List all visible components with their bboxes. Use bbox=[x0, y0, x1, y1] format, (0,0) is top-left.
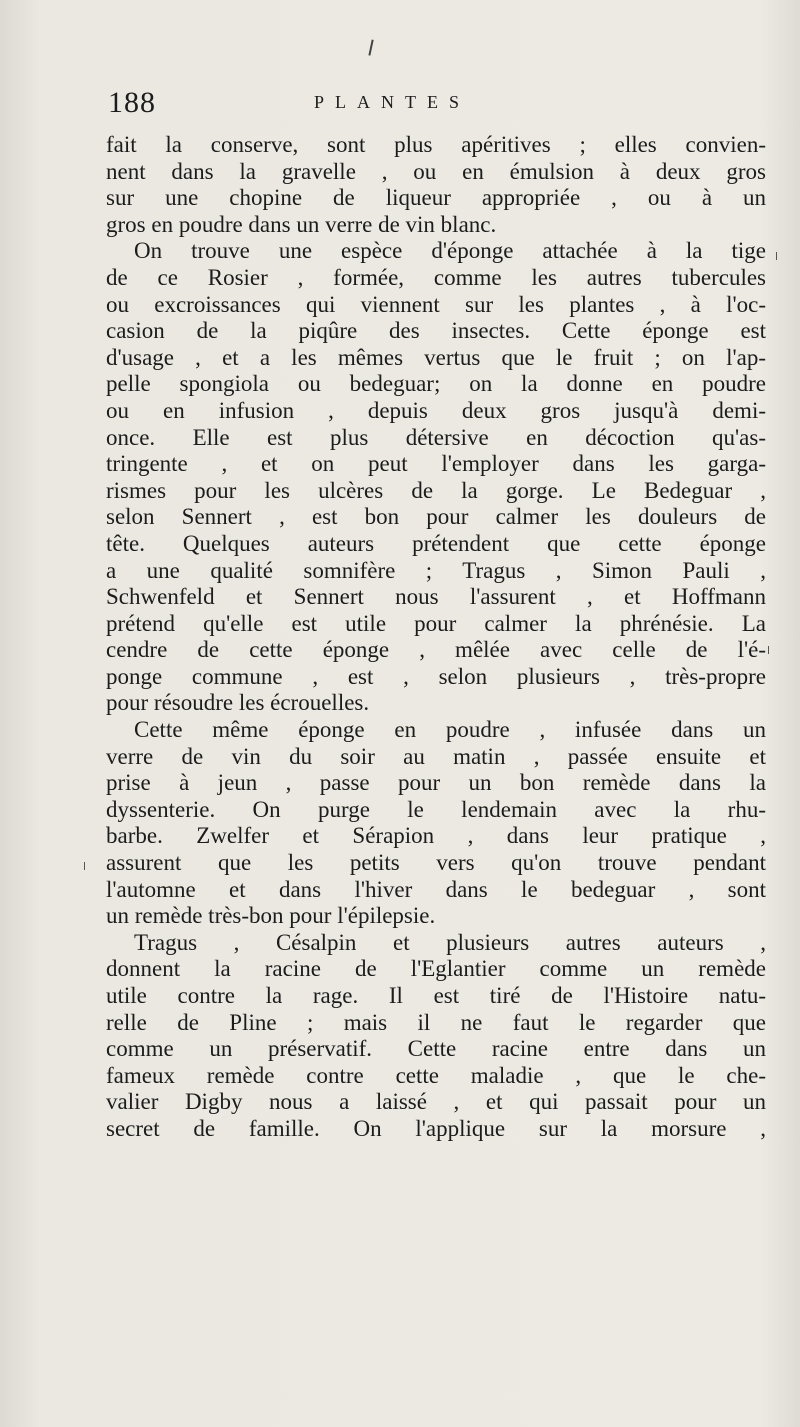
text-line: secret de famille. On l'applique sur la morsure , bbox=[106, 1115, 766, 1141]
page-header bbox=[108, 86, 788, 126]
text-line: fameux remède contre cette maladie , que le che- bbox=[106, 1062, 766, 1088]
text-line: cendre de cette éponge , mêlée avec celle de l'é- bbox=[106, 637, 766, 663]
text-line: un remède très-bon pour l'épilepsie. bbox=[106, 903, 436, 929]
body-text bbox=[106, 132, 766, 1143]
paragraph-start-line: Tragus , Césalpin et plusieurs autres auteurs , bbox=[134, 929, 766, 955]
ink-mark bbox=[368, 40, 377, 57]
text-line: d'usage , et a les mêmes vertus que le fruit ; on l'ap- bbox=[106, 344, 766, 370]
text-line: nent dans la gravelle , ou en émulsion à deux gros bbox=[106, 158, 766, 184]
text-line: verre de vin du soir au matin , passée ensuite et bbox=[106, 743, 766, 769]
margin-mark bbox=[768, 646, 772, 654]
text-line: comme un préservatif. Cette racine entre dans un bbox=[106, 1036, 766, 1062]
paragraph-start-line: Cette même éponge en poudre , infusée dans un bbox=[134, 717, 766, 743]
text-line: ou excroissances qui viennent sur les plantes , à l'oc- bbox=[106, 291, 766, 317]
text-line: utile contre la rage. Il est tiré de l'Histoire natu- bbox=[106, 983, 766, 1008]
text-line: casion de la piqûre des insectes. Cette éponge est bbox=[106, 318, 766, 344]
text-line: ponge commune , est , selon plusieurs , très-propre bbox=[106, 663, 766, 689]
text-line: l'automne et dans l'hiver dans le bedeguar , sont bbox=[106, 876, 766, 902]
text-line: gros en poudre dans un verre de vin blanc. bbox=[106, 211, 497, 237]
text-line: pour résoudre les écrouelles. bbox=[106, 690, 370, 716]
text-line: prétend qu'elle est utile pour calmer la phrénésie. La bbox=[106, 610, 766, 636]
text-line: dyssenterie. On purge le lendemain avec la rhu- bbox=[106, 796, 766, 822]
text-line: assurent que les petits vers qu'on trouve pendant bbox=[106, 850, 766, 876]
text-line: relle de Pline ; mais il ne faut le regarder que bbox=[106, 1009, 766, 1035]
text-line: once. Elle est plus détersive en décoction qu'as- bbox=[106, 424, 766, 450]
text-line: selon Sennert , est bon pour calmer les douleurs de bbox=[106, 504, 766, 530]
text-line: pelle spongiola ou bedeguar; on la donne en poudre bbox=[106, 371, 766, 397]
text-line: tête. Quelques auteurs prétendent que cette éponge bbox=[106, 530, 766, 556]
paragraph-start-line: On trouve une espèce d'éponge attachée à la tige bbox=[134, 238, 766, 264]
text-line: prise à jeun , passe pour un bon remède dans la bbox=[106, 770, 766, 796]
text-line: rismes pour les ulcères de la gorge. Le Bedeguar , bbox=[106, 477, 766, 503]
text-line: de ce Rosier , formée, comme les autres tubercules bbox=[106, 264, 766, 290]
margin-mark bbox=[84, 862, 88, 870]
running-title: PLANTES bbox=[314, 92, 471, 112]
text-line: a une qualité somnifère ; Tragus , Simon Pauli , bbox=[106, 557, 766, 583]
page-number: 188 bbox=[108, 86, 156, 119]
margin-mark bbox=[776, 252, 780, 260]
text-line: tringente , et on peut l'employer dans les garga- bbox=[106, 451, 766, 477]
text-line: fait la conserve, sont plus apéritives ; elles convien- bbox=[106, 132, 766, 157]
text-line: barbe. Zwelfer et Sérapion , dans leur pratique , bbox=[106, 823, 766, 849]
text-line: valier Digby nous a laissé , et qui passait pour un bbox=[106, 1089, 766, 1115]
text-line: ou en infusion , depuis deux gros jusqu'à demi- bbox=[106, 397, 766, 423]
text-line: donnent la racine de l'Eglantier comme un remède bbox=[106, 956, 766, 982]
text-line: Schwenfeld et Sennert nous l'assurent , et Hoffmann bbox=[106, 584, 766, 610]
text-line: sur une chopine de liqueur appropriée , ou à un bbox=[106, 185, 766, 211]
